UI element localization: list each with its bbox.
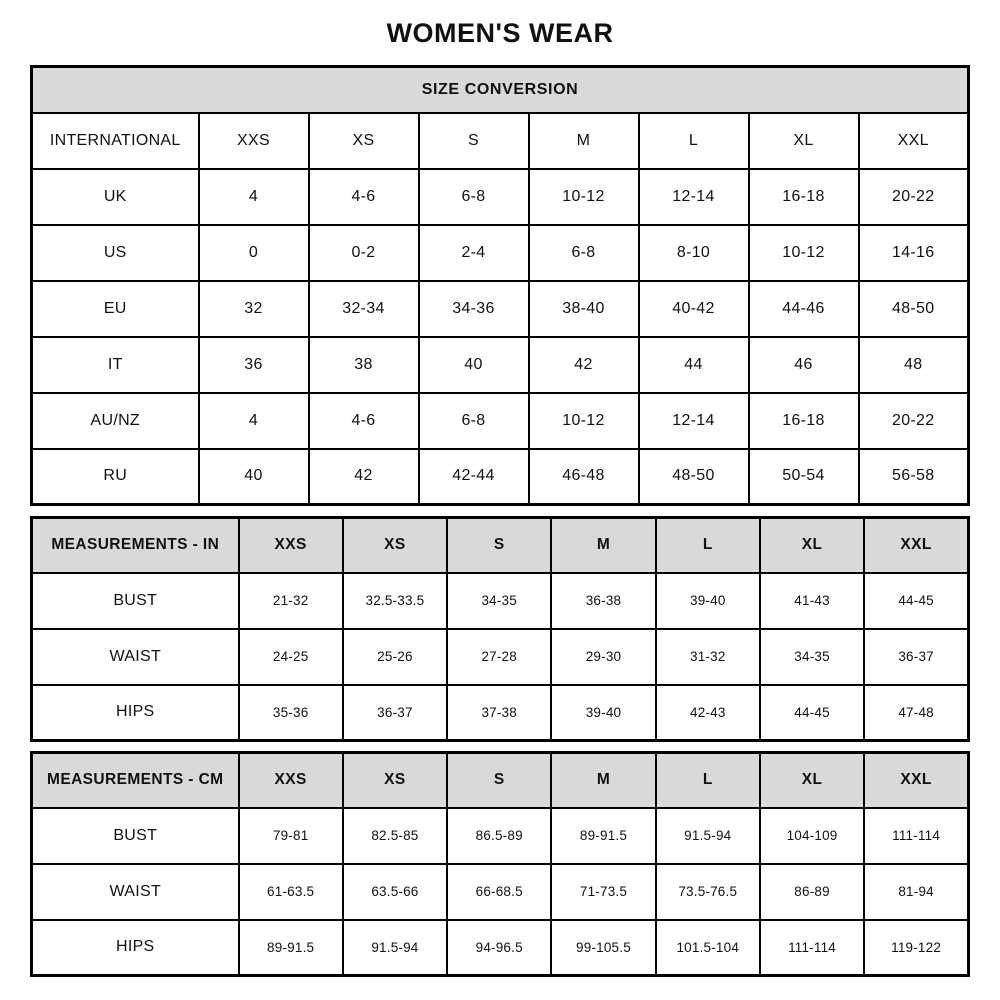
size-cell: 20-22 <box>859 393 969 449</box>
page-title: WOMEN'S WEAR <box>386 18 614 48</box>
row-label-ru: RU <box>32 449 199 505</box>
size-cell: 4 <box>199 393 309 449</box>
size-cell: 4-6 <box>309 169 419 225</box>
table-row-us <box>32 225 969 281</box>
size-cell: 6-8 <box>419 393 529 449</box>
size-cell: 32 <box>199 281 309 337</box>
size-cell: 16-18 <box>749 393 859 449</box>
measurements-in-label: MEASUREMENTS - IN <box>32 518 239 573</box>
size-cell: 38 <box>309 337 419 393</box>
measurement-cell: 111-114 <box>760 920 864 976</box>
col-header-m: M <box>529 113 639 169</box>
measurement-cell: 119-122 <box>864 920 968 976</box>
size-cell: 38-40 <box>529 281 639 337</box>
size-cell: 20-22 <box>859 169 969 225</box>
size-cell: 42 <box>529 337 639 393</box>
measurement-cell: 71-73.5 <box>551 864 655 920</box>
row-label-it: IT <box>32 337 199 393</box>
measurement-cell: 39-40 <box>551 685 655 741</box>
measurement-cell: 61-63.5 <box>239 864 343 920</box>
table-row-waist-cm <box>32 864 969 920</box>
size-cell: 44 <box>639 337 749 393</box>
row-label-hips: HIPS <box>32 920 239 976</box>
col-header-l: L <box>656 753 760 808</box>
size-cell: 42-44 <box>419 449 529 505</box>
col-header-xxl: XXL <box>859 113 969 169</box>
measurement-cell: 34-35 <box>447 573 551 629</box>
table-row-bust-in <box>32 573 969 629</box>
row-label-international: INTERNATIONAL <box>32 113 199 169</box>
col-header-xl: XL <box>760 753 864 808</box>
size-cell: 40 <box>419 337 529 393</box>
size-cell: 4 <box>199 169 309 225</box>
measurements-cm-label: MEASUREMENTS - CM <box>32 753 239 808</box>
size-cell: 10-12 <box>749 225 859 281</box>
size-cell: 34-36 <box>419 281 529 337</box>
measurements-in-header-row <box>32 518 969 573</box>
col-header-xxs: XXS <box>239 518 343 573</box>
measurement-cell: 42-43 <box>656 685 760 741</box>
size-cell: 50-54 <box>749 449 859 505</box>
size-cell: 56-58 <box>859 449 969 505</box>
col-header-xs: XS <box>343 753 447 808</box>
row-label-eu: EU <box>32 281 199 337</box>
size-cell: 40 <box>199 449 309 505</box>
size-cell: 12-14 <box>639 169 749 225</box>
measurement-cell: 63.5-66 <box>343 864 447 920</box>
measurement-cell: 36-38 <box>551 573 655 629</box>
measurement-cell: 32.5-33.5 <box>343 573 447 629</box>
measurement-cell: 89-91.5 <box>239 920 343 976</box>
row-label-aunz: AU/NZ <box>32 393 199 449</box>
col-header-xl: XL <box>749 113 859 169</box>
table-row-uk <box>32 169 969 225</box>
measurement-cell: 36-37 <box>864 629 968 685</box>
size-cell: 44-46 <box>749 281 859 337</box>
measurement-cell: 44-45 <box>864 573 968 629</box>
col-header-s: S <box>447 518 551 573</box>
size-cell: 10-12 <box>529 393 639 449</box>
col-header-m: M <box>551 753 655 808</box>
col-header-s: S <box>419 113 529 169</box>
size-cell: 8-10 <box>639 225 749 281</box>
size-cell: 10-12 <box>529 169 639 225</box>
col-header-l: L <box>639 113 749 169</box>
col-header-xxl: XXL <box>864 753 968 808</box>
measurements-cm-table <box>30 751 970 977</box>
measurement-cell: 86-89 <box>760 864 864 920</box>
measurement-cell: 25-26 <box>343 629 447 685</box>
measurement-cell: 36-37 <box>343 685 447 741</box>
table-row-eu <box>32 281 969 337</box>
measurement-cell: 37-38 <box>447 685 551 741</box>
table-row-bust-cm <box>32 808 969 864</box>
col-header-m: M <box>551 518 655 573</box>
size-cell: 16-18 <box>749 169 859 225</box>
size-cell: 4-6 <box>309 393 419 449</box>
measurement-cell: 111-114 <box>864 808 968 864</box>
measurement-cell: 27-28 <box>447 629 551 685</box>
table-row-ru <box>32 449 969 505</box>
size-cell: 48-50 <box>859 281 969 337</box>
col-header-xxs: XXS <box>239 753 343 808</box>
measurement-cell: 31-32 <box>656 629 760 685</box>
table-row-hips-in <box>32 685 969 741</box>
measurement-cell: 91.5-94 <box>656 808 760 864</box>
size-conversion-table <box>30 65 970 506</box>
size-cell: 2-4 <box>419 225 529 281</box>
size-cell: 46 <box>749 337 859 393</box>
measurement-cell: 104-109 <box>760 808 864 864</box>
size-cell: 6-8 <box>529 225 639 281</box>
size-cell: 6-8 <box>419 169 529 225</box>
measurement-cell: 44-45 <box>760 685 864 741</box>
measurement-cell: 34-35 <box>760 629 864 685</box>
measurement-cell: 79-81 <box>239 808 343 864</box>
measurement-cell: 86.5-89 <box>447 808 551 864</box>
measurement-cell: 29-30 <box>551 629 655 685</box>
col-header-xxs: XXS <box>199 113 309 169</box>
measurement-cell: 73.5-76.5 <box>656 864 760 920</box>
col-header-xs: XS <box>343 518 447 573</box>
measurement-cell: 21-32 <box>239 573 343 629</box>
measurement-cell: 47-48 <box>864 685 968 741</box>
row-label-bust: BUST <box>32 573 239 629</box>
size-cell: 46-48 <box>529 449 639 505</box>
size-cell: 48-50 <box>639 449 749 505</box>
measurement-cell: 101.5-104 <box>656 920 760 976</box>
row-label-us: US <box>32 225 199 281</box>
size-cell: 40-42 <box>639 281 749 337</box>
size-conversion-header-row <box>32 113 969 169</box>
table-row-it <box>32 337 969 393</box>
size-cell: 36 <box>199 337 309 393</box>
row-label-waist: WAIST <box>32 864 239 920</box>
size-cell: 48 <box>859 337 969 393</box>
size-conversion-caption: SIZE CONVERSION <box>32 67 969 113</box>
size-cell: 12-14 <box>639 393 749 449</box>
table-row-hips-cm <box>32 920 969 976</box>
measurements-cm-header-row <box>32 753 969 808</box>
col-header-s: S <box>447 753 551 808</box>
table-row-aunz <box>32 393 969 449</box>
size-cell: 0 <box>199 225 309 281</box>
measurement-cell: 94-96.5 <box>447 920 551 976</box>
measurement-cell: 91.5-94 <box>343 920 447 976</box>
measurement-cell: 24-25 <box>239 629 343 685</box>
measurement-cell: 99-105.5 <box>551 920 655 976</box>
row-label-waist: WAIST <box>32 629 239 685</box>
size-cell: 42 <box>309 449 419 505</box>
col-header-xxl: XXL <box>864 518 968 573</box>
row-label-uk: UK <box>32 169 199 225</box>
size-cell: 0-2 <box>309 225 419 281</box>
size-conversion-caption-row <box>32 67 969 113</box>
measurement-cell: 66-68.5 <box>447 864 551 920</box>
col-header-xl: XL <box>760 518 864 573</box>
col-header-l: L <box>656 518 760 573</box>
measurement-cell: 35-36 <box>239 685 343 741</box>
row-label-hips: HIPS <box>32 685 239 741</box>
measurement-cell: 82.5-85 <box>343 808 447 864</box>
measurement-cell: 39-40 <box>656 573 760 629</box>
col-header-xs: XS <box>309 113 419 169</box>
measurements-in-table <box>30 516 970 742</box>
measurement-cell: 41-43 <box>760 573 864 629</box>
measurement-cell: 81-94 <box>864 864 968 920</box>
size-cell: 14-16 <box>859 225 969 281</box>
row-label-bust: BUST <box>32 808 239 864</box>
measurement-cell: 89-91.5 <box>551 808 655 864</box>
size-cell: 32-34 <box>309 281 419 337</box>
table-row-waist-in <box>32 629 969 685</box>
